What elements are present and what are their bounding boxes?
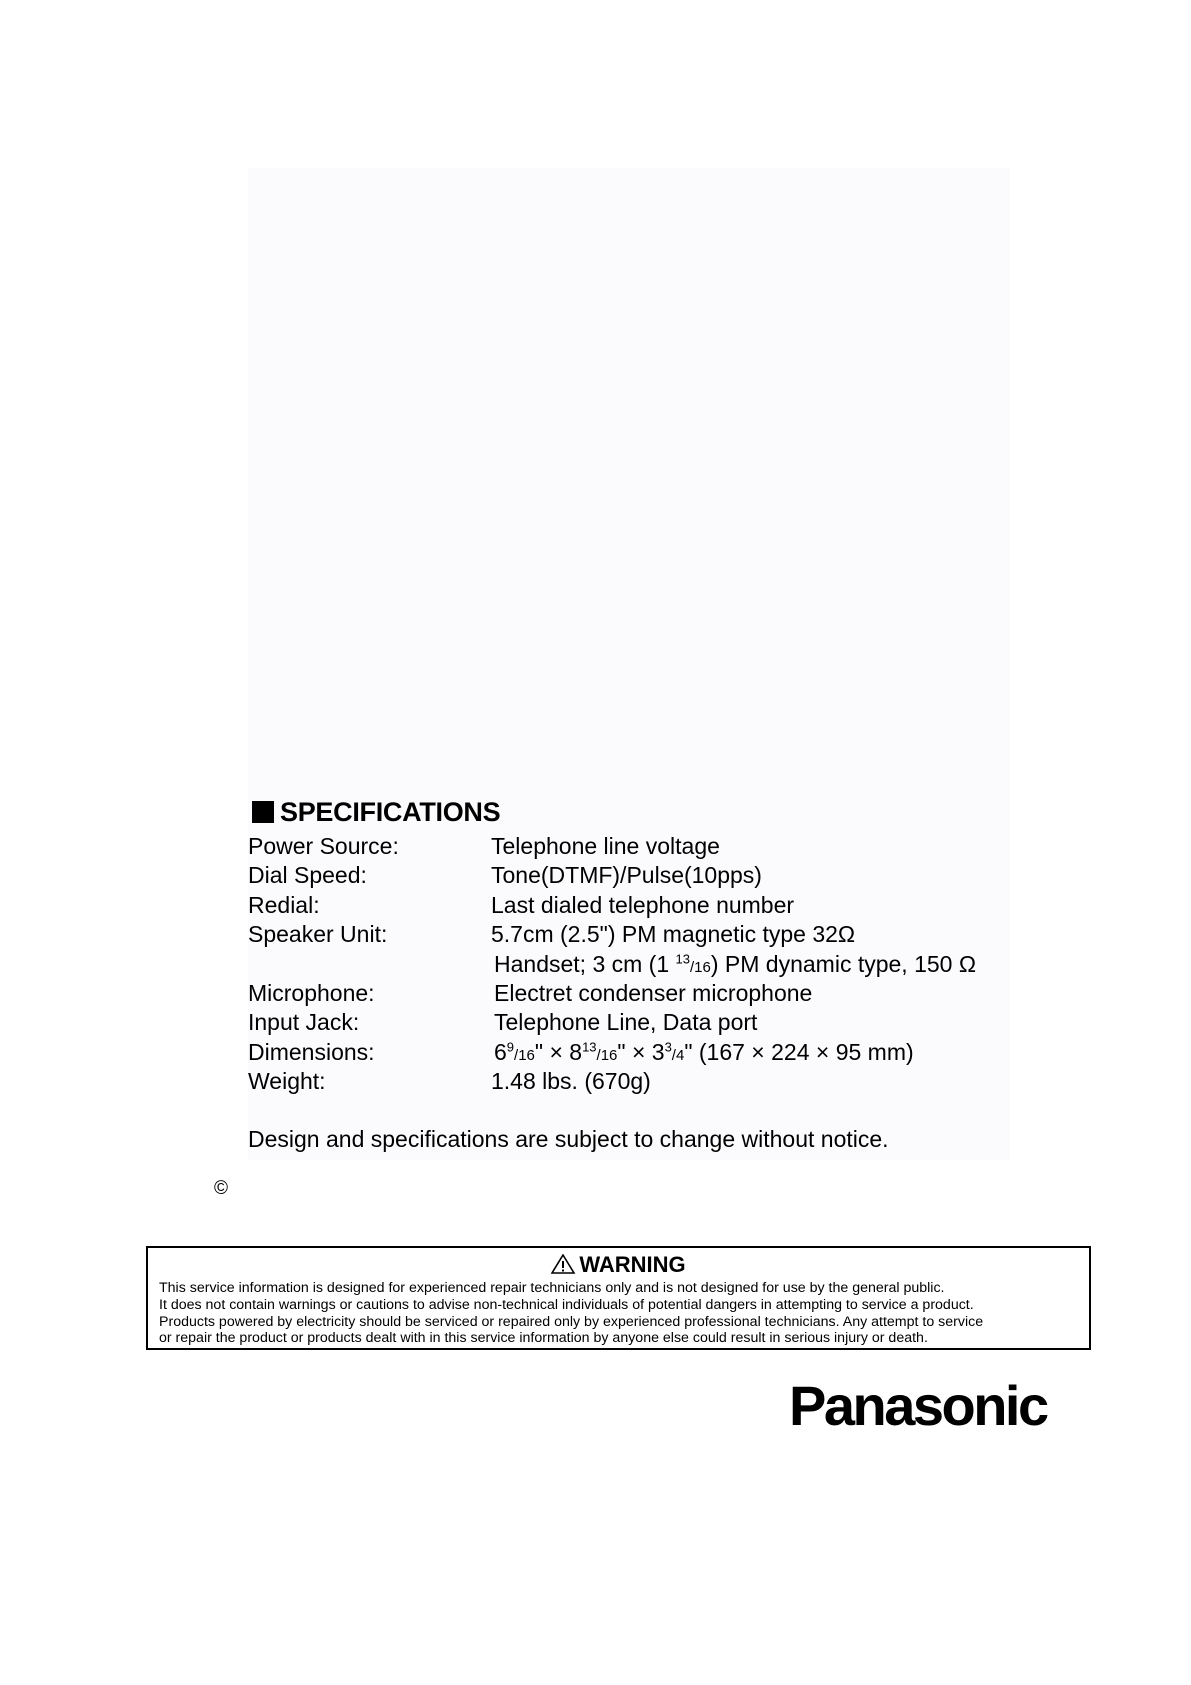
black-square-icon (252, 801, 274, 823)
warning-triangle-icon (551, 1254, 575, 1274)
spec-value-handset (494, 950, 976, 982)
warning-line: This service information is designed for experienced repair technicians only and is not designed for use by the general public. (159, 1280, 945, 1296)
warning-line: Products powered by electricity should be serviced or repaired only by experienced professional technicians. Any attempt to service (159, 1313, 984, 1330)
fraction-denominator: /4 (671, 1046, 685, 1064)
spec-value: 5.7cm (2.5") PM magnetic type 32Ω (491, 921, 856, 948)
spec-row-redial (248, 891, 1008, 920)
spec-row-dial-speed (248, 861, 1008, 890)
spec-label: Speaker Unit: (248, 921, 388, 948)
fraction-numerator: 9 (506, 1039, 515, 1055)
specifications-title: SPECIFICATIONS (280, 796, 501, 827)
text-part: " × 3 (617, 1038, 665, 1065)
spec-label: Redial: (248, 891, 320, 918)
spec-label: Dimensions: (248, 1038, 375, 1065)
spec-row-power-source (248, 832, 1008, 861)
spec-label: Power Source: (248, 833, 399, 859)
copyright-symbol: © (214, 1178, 228, 1199)
fraction-denominator: /16 (690, 958, 711, 976)
spec-label: Microphone: (248, 979, 375, 1006)
warning-heading (148, 1252, 1089, 1278)
fraction-numerator: 13 (582, 1039, 597, 1055)
spec-row-dimensions (248, 1038, 1008, 1067)
spec-label: Input Jack: (248, 1009, 360, 1036)
spec-value: Last dialed telephone number (491, 891, 795, 918)
warning-title: WARNING (579, 1252, 686, 1277)
spec-value: Telephone Line, Data port (494, 1009, 758, 1036)
spec-value: Electret condenser microphone (494, 979, 813, 1006)
panasonic-logo: Panasonic (789, 1374, 1047, 1437)
spec-value-dimensions (494, 1038, 914, 1070)
spec-row-input-jack (248, 1008, 1008, 1037)
specifications-heading (252, 795, 500, 829)
warning-line: It does not contain warnings or cautions to advise non-technical individuals of potential dangers in attempting to service a product. (159, 1296, 974, 1313)
spec-row-handset (248, 950, 1008, 979)
spec-row-weight (248, 1067, 1008, 1096)
text-part: " × 8 (534, 1038, 583, 1065)
text-part: 6 (494, 1038, 507, 1065)
spec-value: Telephone line voltage (491, 833, 720, 859)
text-part: Handset; 3 cm (1 (494, 950, 676, 977)
fraction-denominator: /16 (596, 1046, 618, 1064)
fraction-denominator: /16 (514, 1046, 535, 1064)
change-notice: Design and specifications are subject to change without notice. (248, 1126, 889, 1152)
spec-value: Tone(DTMF)/Pulse(10pps) (491, 862, 762, 889)
spec-row-microphone (248, 979, 1008, 1008)
fraction-numerator: 3 (664, 1039, 672, 1055)
spec-row-speaker-unit (248, 920, 1008, 949)
warning-text (159, 1280, 983, 1347)
specifications-table (248, 832, 1008, 1097)
text-part: ) PM dynamic type, 150 Ω (710, 950, 977, 977)
warning-box (146, 1246, 1091, 1350)
spec-label: Weight: (248, 1068, 326, 1095)
fraction-numerator: 13 (675, 950, 690, 966)
spec-value: 1.48 lbs. (670g) (491, 1068, 651, 1095)
warning-line: or repair the product or products dealt with in this service information by anyone else could result in serious injury or death. (159, 1330, 928, 1347)
spec-label: Dial Speed: (248, 862, 367, 889)
text-part: " (167 × 224 × 95 mm) (684, 1038, 914, 1065)
